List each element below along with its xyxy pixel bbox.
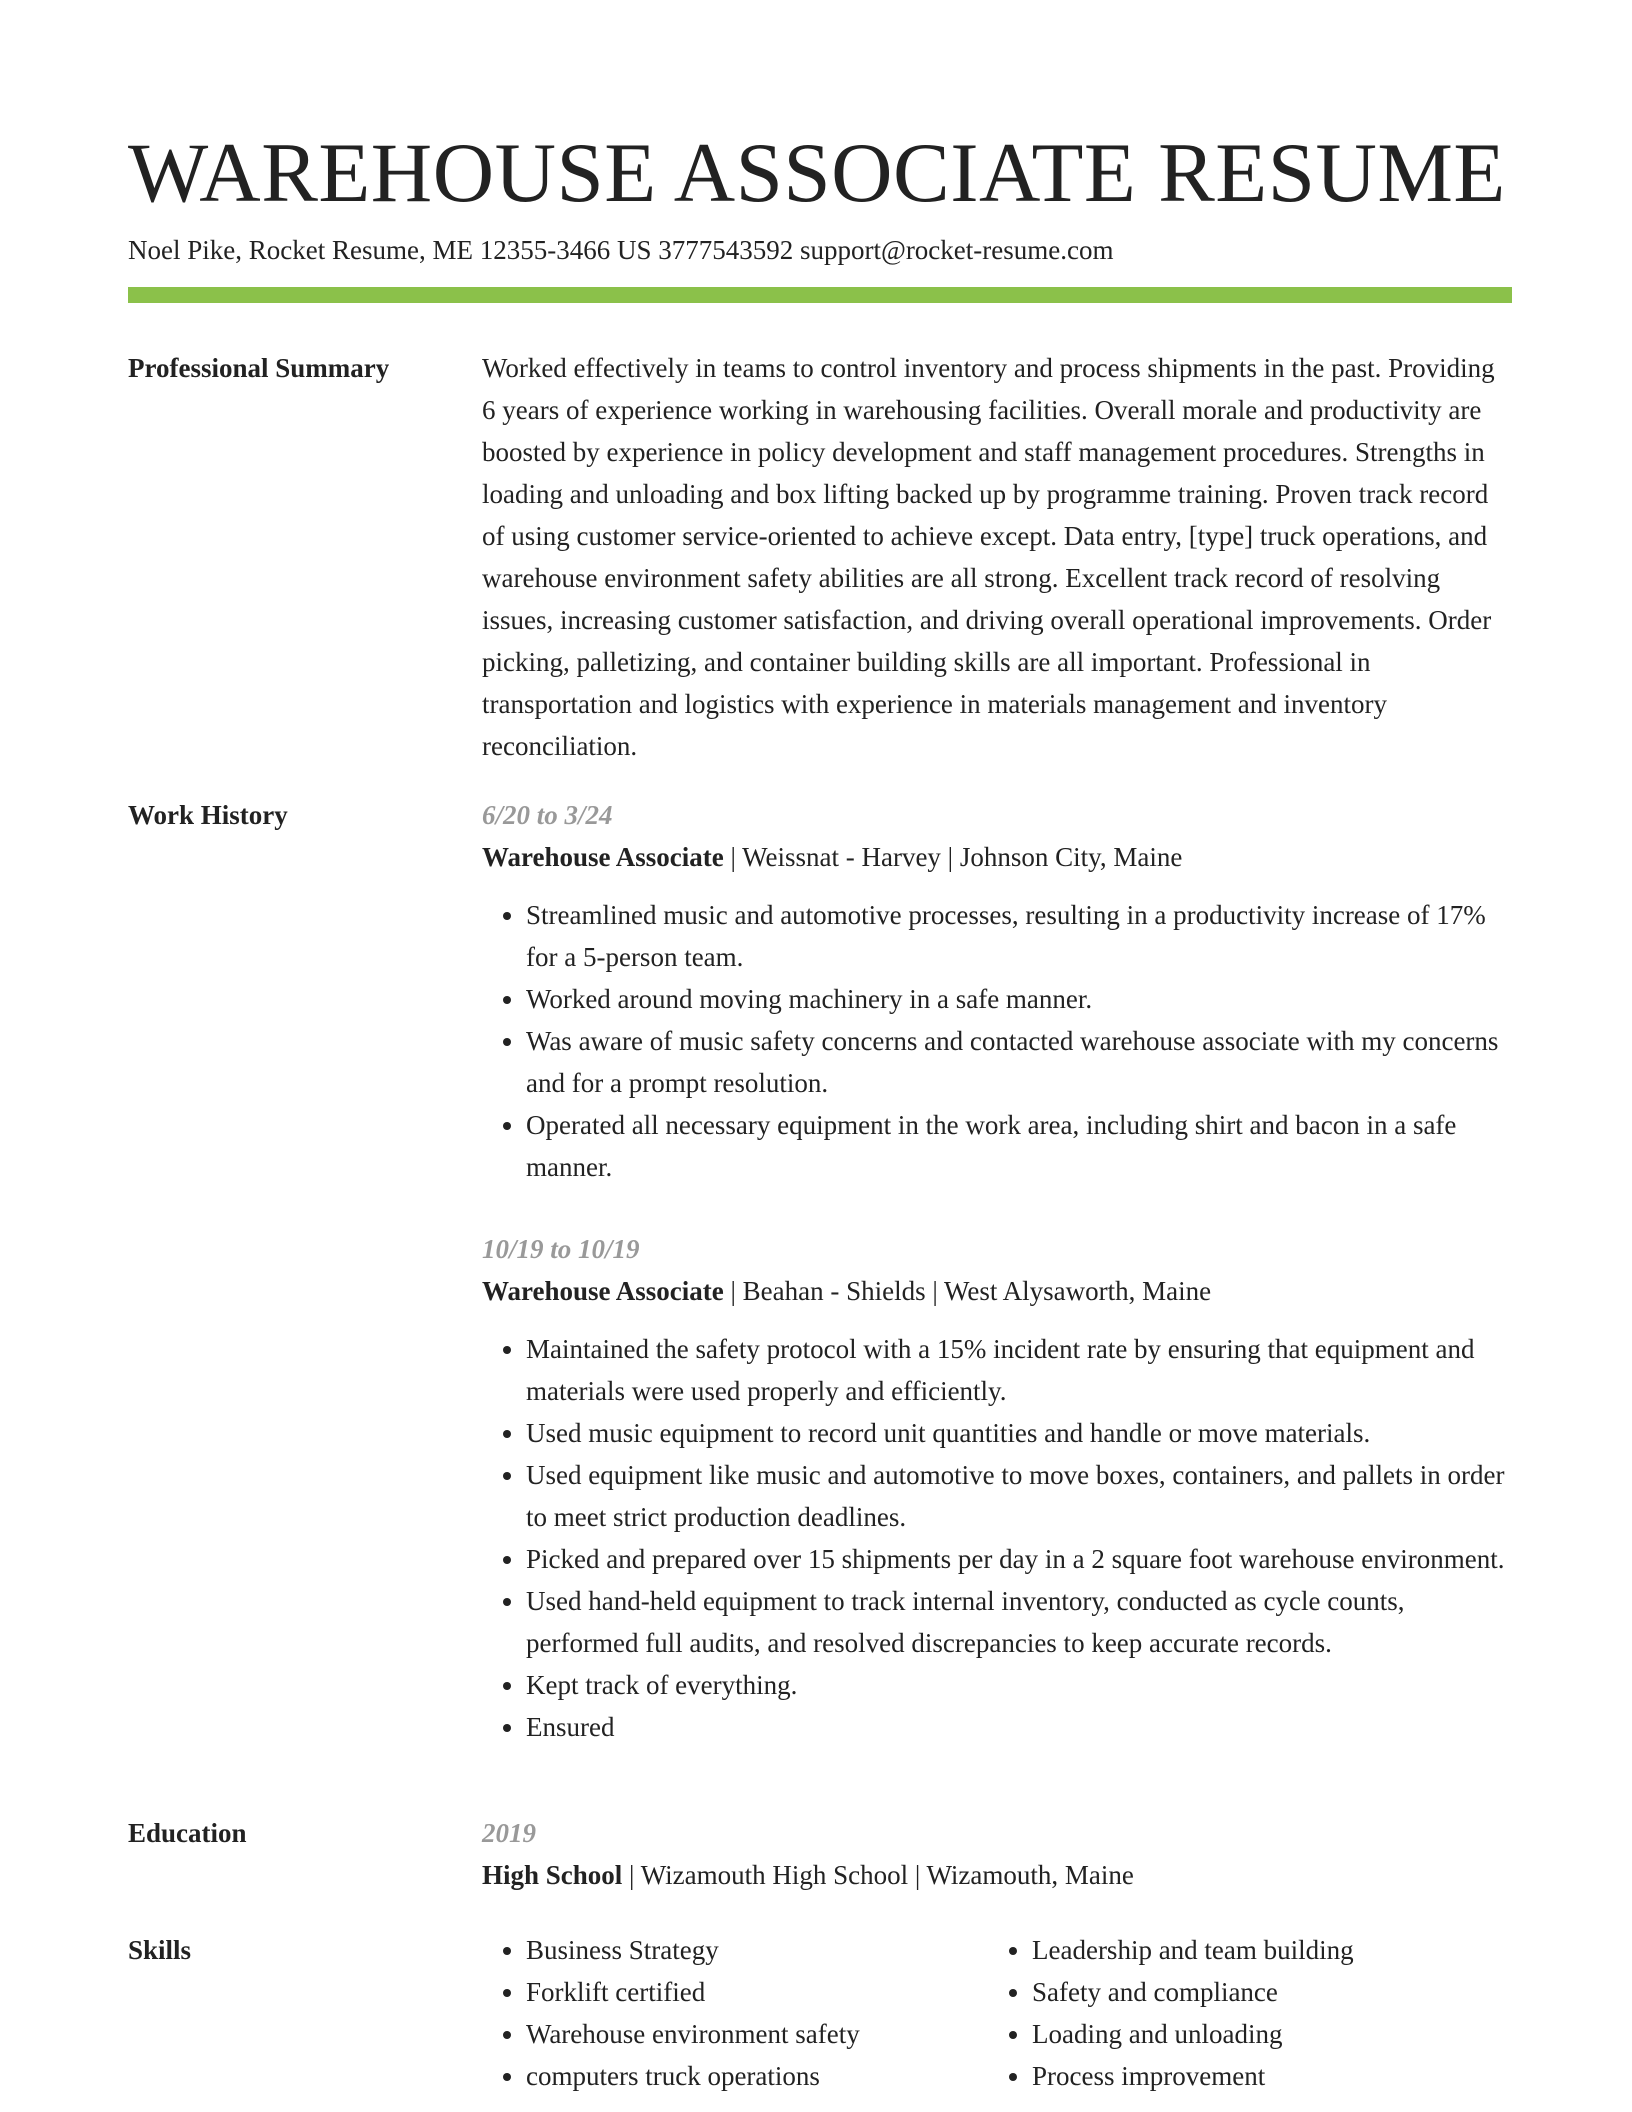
summary-text: Worked effectively in teams to control inventory and process shipments in the past. Providing 6 years of experience working in warehousing facilities. Overall morale and productivity are boosted by experience in policy development and staff management procedures. Strengths in loading and unloading and box lifting backed up by programme training. Proven track record of using customer service-oriented to achieve except. Data entry, [type] truck operations, and warehouse environment safety abilities are all strong. Excellent track record of resolving issues, increasing customer satisfaction, and driving overall operational improvements. Order picking, palletizing, and container building skills are all important. Professional in transportation and logistics with experience in materials management and inventory reconciliation. <box>482 353 1495 761</box>
job-bullets <box>482 1328 1512 1748</box>
job-bullet: • Used hand-held equipment to track internal inventory, conducted as cycle counts, performed full audits, and resolved discrepancies to keep accurate records. <box>526 1580 1512 1664</box>
skill-item: • Safety and compliance <box>1032 1971 1494 2013</box>
job-details: | Beahan - Shields | West Alysaworth, Maine <box>723 1276 1212 1306</box>
skill-item: • Process improvement <box>1032 2055 1494 2097</box>
job-bullet: • Kept track of everything. <box>526 1664 1512 1706</box>
contact-line: Noel Pike, Rocket Resume, ME 12355-3466 US 3777543592 support@rocket-resume.com <box>128 235 1114 265</box>
skill-item: • Loading and unloading <box>1032 2013 1494 2055</box>
job-bullet: • Ensured <box>526 1706 1512 1748</box>
work-history-body <box>482 794 1512 1748</box>
job-details: | Weissnat - Harvey | Johnson City, Maine <box>723 842 1183 872</box>
job-bullet: • Operated all necessary equipment in the work area, including shirt and bacon in a safe manner. <box>526 1104 1512 1188</box>
education-label: Education <box>128 1818 247 1848</box>
job-role: Warehouse Associate <box>482 1276 724 1306</box>
summary-label: Professional Summary <box>128 353 390 383</box>
skill-item: • Leadership and team building <box>1032 1929 1494 1971</box>
job-dates: 6/20 to 3/24 <box>482 800 613 830</box>
job-bullet: • Was aware of music safety concerns and contacted warehouse associate with my concerns and for a prompt resolution. <box>526 1020 1512 1104</box>
summary-body <box>482 347 1512 767</box>
job-bullet: • Maintained the safety protocol with a 15% incident rate by ensuring that equipment and materials were used properly and efficiently. <box>526 1328 1512 1412</box>
job-bullet: • Used equipment like music and automotive to move boxes, containers, and pallets in order to meet strict production deadlines. <box>526 1454 1512 1538</box>
job-entry <box>482 1228 1512 1748</box>
education-line <box>482 1854 1512 1896</box>
skill-item: • Warehouse environment safety <box>526 2013 988 2055</box>
job-title-line <box>482 1270 1512 1312</box>
education-date: 2019 <box>482 1818 536 1848</box>
job-bullet: • Worked around moving machinery in a safe manner. <box>526 978 1512 1020</box>
education-details: | Wizamouth High School | Wizamouth, Maine <box>622 1860 1134 1890</box>
job-bullet: • Picked and prepared over 15 shipments per day in a 2 square foot warehouse environment. <box>526 1538 1512 1580</box>
skill-item: • Forklift certified <box>526 1971 988 2013</box>
skill-item: • computers truck operations <box>526 2055 988 2097</box>
resume-title: WAREHOUSE ASSOCIATE RESUME <box>128 126 1506 220</box>
job-bullet: • Streamlined music and automotive processes, resulting in a productivity increase of 17% for a 5-person team. <box>526 894 1512 978</box>
education-degree: High School <box>482 1860 623 1890</box>
work-history-label: Work History <box>128 800 288 830</box>
education-body <box>482 1812 1512 1896</box>
skill-item: • Business Strategy <box>526 1929 988 1971</box>
job-bullets <box>482 894 1512 1188</box>
skills-label: Skills <box>128 1935 192 1965</box>
accent-divider <box>128 287 1512 303</box>
skills-list-left <box>482 1929 988 2097</box>
skills-columns <box>482 1929 1512 2097</box>
job-bullet: • Used music equipment to record unit quantities and handle or move materials. <box>526 1412 1512 1454</box>
job-title-line <box>482 836 1512 878</box>
skills-list-right <box>988 1929 1494 2097</box>
job-role: Warehouse Associate <box>482 842 724 872</box>
job-dates: 10/19 to 10/19 <box>482 1234 640 1264</box>
skills-body <box>482 1929 1512 2097</box>
job-entry <box>482 794 1512 1188</box>
